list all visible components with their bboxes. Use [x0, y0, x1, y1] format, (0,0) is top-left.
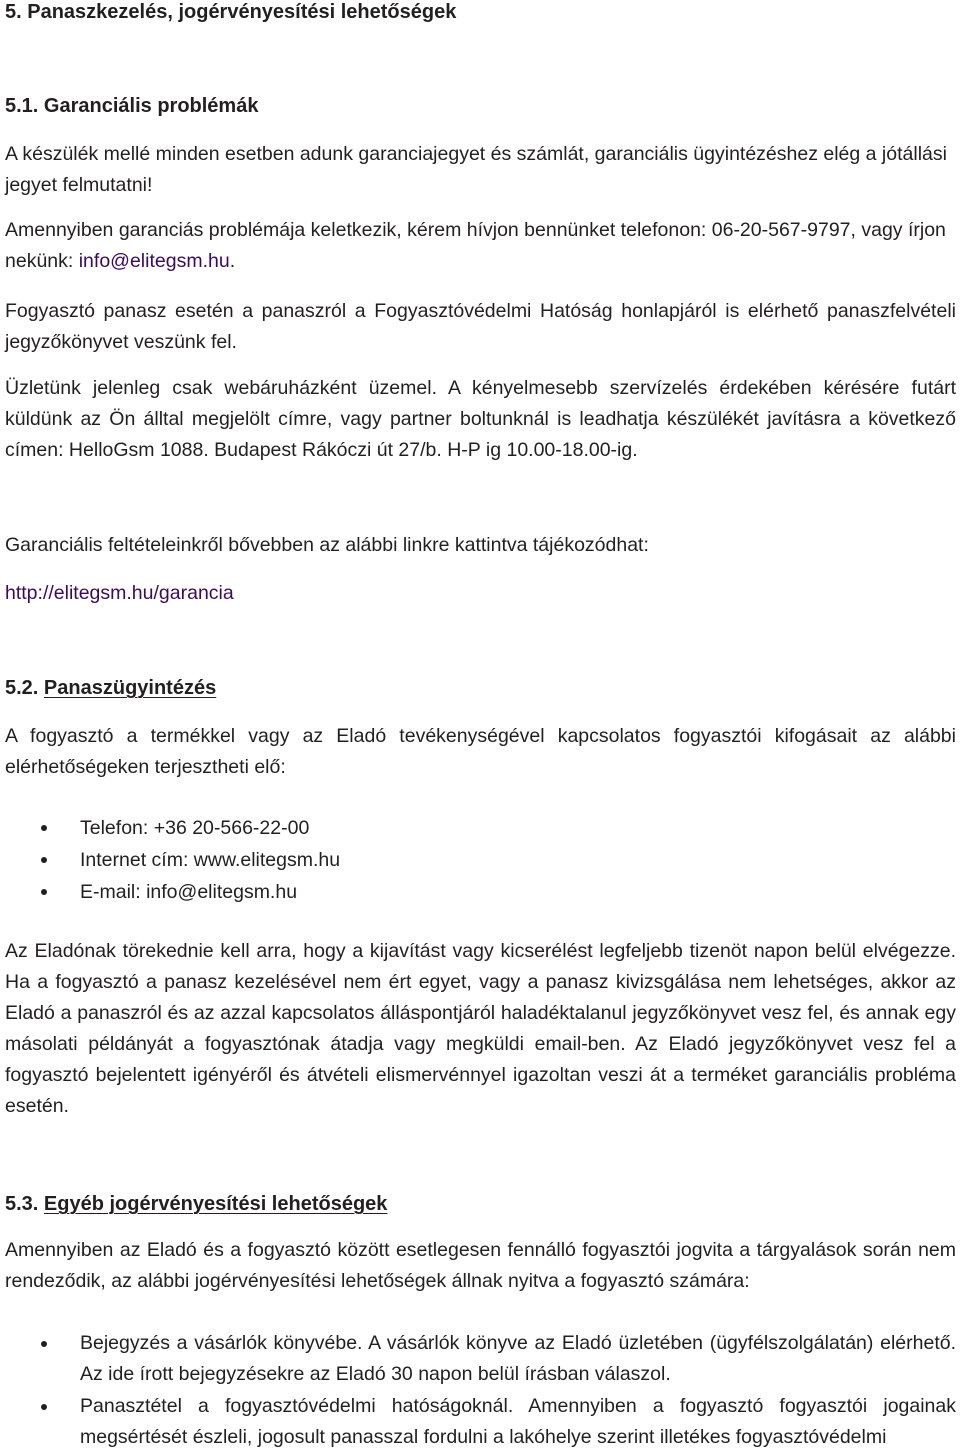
- list-item: [5, 1328, 956, 1390]
- contact-website: Internet cím: www.elitegsm.hu: [80, 849, 341, 871]
- section-5-3-title: [5, 1192, 956, 1216]
- shop-paragraph: Üzletünk jelenleg csak webáruházként üzemel. A kényelmesebb szervízelés érdekében kérésére futárt küldünk az Ön álltal megjelölt címre, vagy partner boltunknál is leadhatja készülékét javításra a következő címen: HelloGsm 1088. Budapest Rákóczi út 27/b. H-P ig 10.00-18.00-ig.: [5, 377, 956, 461]
- option-consumer-authority: Panasztétel a fogyasztóvédelmi hatóságoknál. Amennyiben a fogyasztó fogyasztói jogainak megsértését észleli, jogosult panasszal fordulni a lakóhelye szerint illetékes fogyasztóvédelmi: [80, 1395, 956, 1448]
- section-5-1-title: 5.1. Garanciális problémák: [5, 95, 259, 117]
- contact-email: E-mail: info@elitegsm.hu: [80, 881, 298, 903]
- legal-options-intro: Amennyiben az Eladó és a fogyasztó között esetlegesen fennálló fogyasztói jogvita a tárgyalások során nem rendeződik, az alábbi jogérvényesítési lehetőségek állnak nyitva a fogyasztó számára:: [5, 1239, 956, 1292]
- bullet-icon: [41, 889, 47, 895]
- section-5-2-title: [5, 676, 956, 700]
- complaint-contact-intro: A fogyasztó a termékkel vagy az Eladó tevékenységével kapcsolatos fogyasztói kifogásait az alábbi elérhetőségeken terjesztheti elő:: [5, 725, 956, 778]
- bullet-icon: [41, 857, 47, 863]
- list-item: [5, 812, 956, 844]
- bullet-icon: [41, 1404, 47, 1410]
- list-item: [5, 1391, 956, 1453]
- warranty-link-intro: Garanciális feltételeinkről bővebben az alábbi linkre kattintva tájékozódhat:: [5, 534, 649, 556]
- contact-paragraph-text: Amennyiben garanciás problémája keletkezik, kérem hívjon bennünket telefonon: 06-20-567-9797, vagy írjon nekünk:: [5, 219, 946, 272]
- legal-options-list: [5, 1328, 956, 1453]
- list-item: [5, 876, 956, 908]
- warranty-link[interactable]: http://elitegsm.hu/garancia: [5, 582, 234, 604]
- contact-paragraph: [5, 215, 956, 277]
- section-5-3-heading: Egyéb jogérvényesítési lehetőségek: [43, 1193, 388, 1215]
- contact-phone: Telefon: +36 20-566-22-00: [80, 817, 310, 839]
- section-5-3-number: 5.3.: [5, 1193, 39, 1215]
- repair-paragraph: Az Eladónak törekednie kell arra, hogy a kijavítást vagy kicserélést legfeljebb tizenöt napon belül elvégezze. Ha a fogyasztó a panasz kezelésével nem ért egyet, vagy a panasz kivizsgálása nem lehetséges, akkor az Eladó a panaszról és az azzal kapcsolatos álláspontjáról haladéktalanul jegyzőkönyvet vesz fel, és annak egy másolati példányát a fogyasztónak átadja vagy megküldi email-ben. Az Eladó jegyzőkönyvet vesz fel a fogyasztó bejelentett igényéről és átvételi elismervénnyel igazoltan veszi át a terméket garanciális probléma esetén.: [5, 940, 956, 1117]
- complaint-paragraph: Fogyasztó panasz esetén a panaszról a Fogyasztóvédelmi Hatóság honlapjáról is elérhető panaszfelvételi jegyzőkönyvet veszünk fel.: [5, 300, 956, 353]
- section-5-2-number: 5.2.: [5, 677, 39, 699]
- email-link[interactable]: info@elitegsm.hu: [78, 250, 230, 272]
- contact-list: [5, 812, 956, 908]
- list-item: [5, 844, 956, 876]
- section-5-2-heading: Panaszügyintézés: [43, 677, 217, 699]
- option-complaint-book: Bejegyzés a vásárlók könyvébe. A vásárlók könyve az Eladó üzletében (ügyfélszolgálatán) elérhető. Az ide írott bejegyzésekre az Eladó 30 napon belül írásban válaszol.: [80, 1332, 956, 1385]
- contact-paragraph-end: .: [229, 250, 236, 272]
- warranty-paragraph: A készülék mellé minden esetben adunk garanciajegyet és számlát, garanciális ügyintézéshez elég a jótállási jegyet felmutatni!: [5, 143, 947, 196]
- warranty-link-line: [5, 578, 956, 609]
- bullet-icon: [41, 825, 47, 831]
- bullet-icon: [41, 1341, 47, 1347]
- section-5-title: 5. Panaszkezelés, jogérvényesítési lehetőségek: [5, 1, 457, 23]
